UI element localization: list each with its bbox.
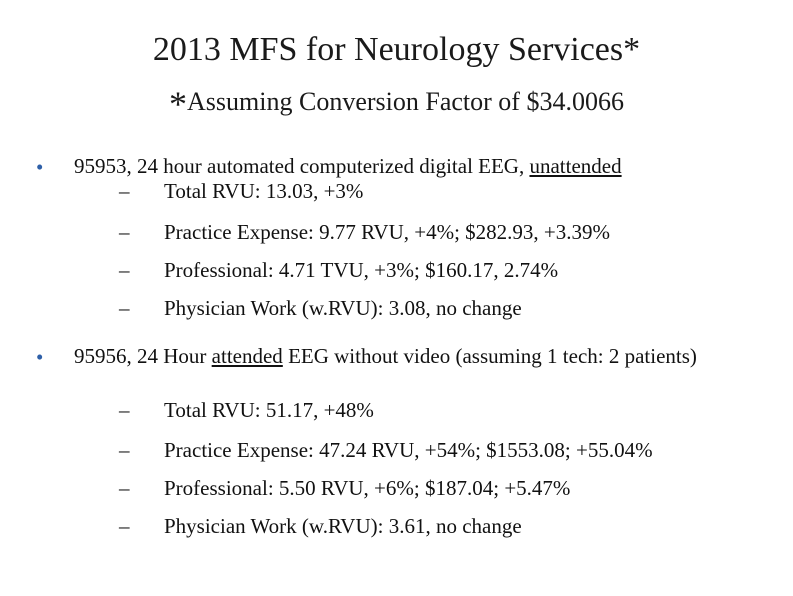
bullet-text-95956 — [74, 345, 714, 368]
bullet-marker: • — [36, 345, 44, 369]
sub-bullet-text: Practice Expense: 47.24 RVU, +54%; $1553.08; +55.04% — [164, 438, 653, 462]
subtitle-text: Assuming Conversion Factor of $34.0066 — [187, 87, 624, 116]
subtitle-asterisk: * — [169, 84, 188, 124]
sub-bullet-text: Professional: 4.71 TVU, +3%; $160.17, 2.74% — [164, 258, 559, 282]
slide-subtitle — [0, 80, 793, 126]
sub-bullet-text: Professional: 5.50 RVU, +6%; $187.04; +5.47% — [164, 476, 571, 500]
bullet-text-part: 95953, 24 hour automated computerized digital EEG, — [74, 154, 530, 178]
sub-bullet-dash: – — [119, 438, 130, 462]
sub-bullet-text: Physician Work (w.RVU): 3.08, no change — [164, 296, 522, 320]
bullet-text-part: EEG without video (assuming 1 tech: 2 patients) — [282, 344, 697, 368]
sub-bullet-text: Practice Expense: 9.77 RVU, +4%; $282.93, +3.39% — [164, 220, 611, 244]
sub-bullet-text: Physician Work (w.RVU): 3.61, no change — [164, 514, 522, 538]
sub-bullet-dash: – — [119, 514, 130, 538]
bullet-text-part: 95956, 24 Hour — [74, 344, 212, 368]
sub-bullet-text: Total RVU: 51.17, +48% — [164, 398, 374, 422]
sub-bullet-text: Total RVU: 13.03, +3% — [164, 179, 364, 203]
sub-bullet-dash: – — [119, 258, 130, 282]
bullet-marker: • — [36, 155, 44, 179]
sub-bullet-dash: – — [119, 179, 130, 203]
bullet-text-95953 — [74, 155, 764, 178]
sub-bullet-dash: – — [119, 296, 130, 320]
bullet-emphasis: unattended — [529, 154, 622, 178]
sub-bullet-dash: – — [119, 220, 130, 244]
bullet-emphasis: attended — [211, 344, 283, 368]
slide-title: 2013 MFS for Neurology Services* — [152, 31, 641, 68]
sub-bullet-dash: – — [119, 398, 130, 422]
sub-bullet-dash: – — [119, 476, 130, 500]
